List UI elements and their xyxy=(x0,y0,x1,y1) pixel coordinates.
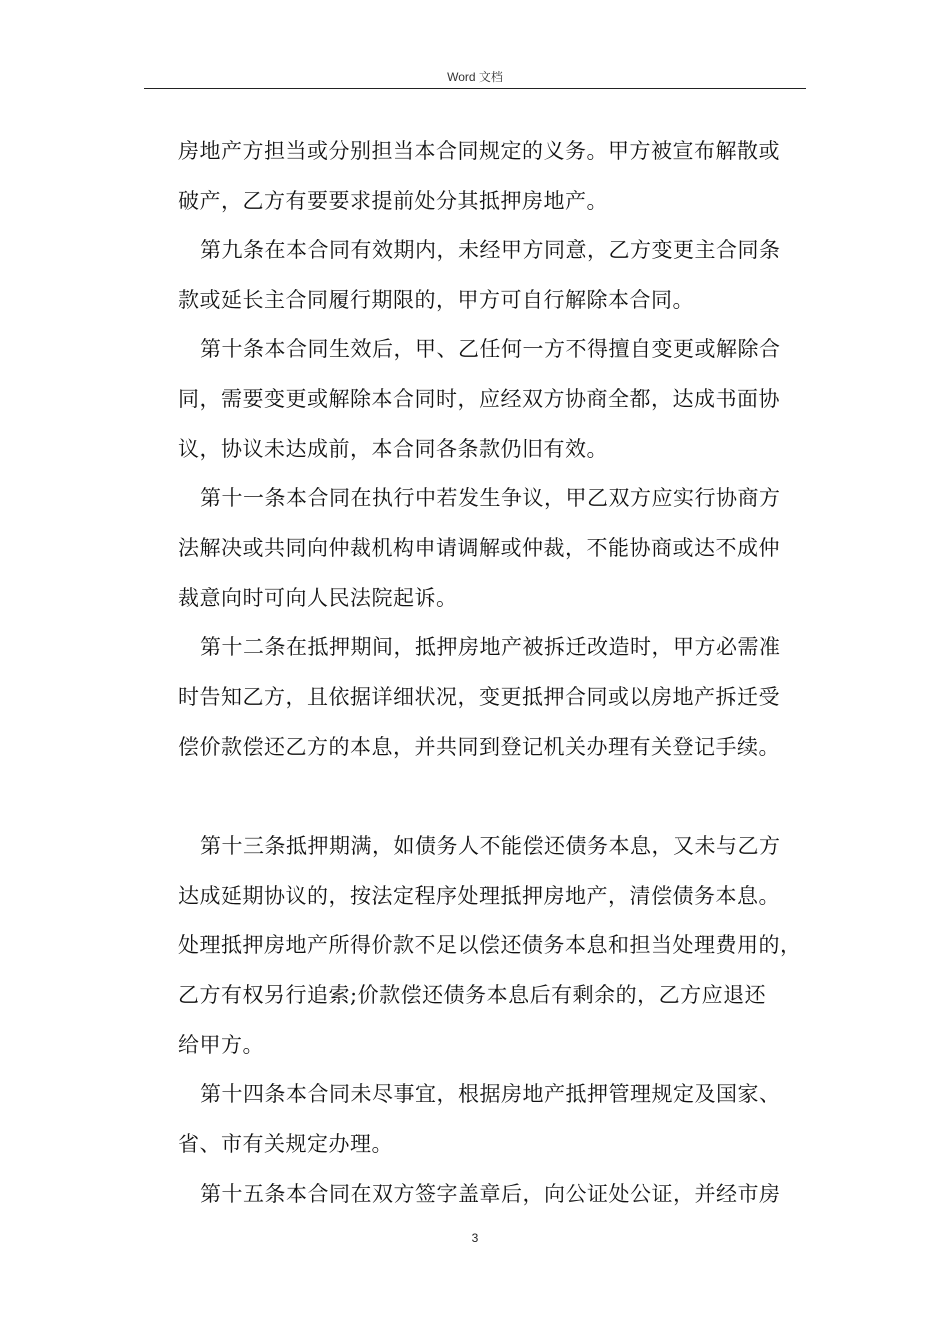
header-divider xyxy=(144,88,806,89)
text-line: 省、市有关规定办理。 xyxy=(178,1132,393,1156)
text-line: 处理抵押房地产所得价款不足以偿还债务本息和担当处理费用的， xyxy=(178,933,802,957)
text-line: 第十条本合同生效后，甲、乙任何一方不得擅自变更或解除合 xyxy=(200,337,781,361)
text-line: 款或延长主合同履行期限的，甲方可自行解除本合同。 xyxy=(178,288,694,312)
text-line: 同，需要变更或解除本合同时，应经双方协商全都，达成书面协 xyxy=(178,387,780,411)
text-line: 乙方有权另行追索;价款偿还债务本息后有剩余的，乙方应退还 xyxy=(178,983,767,1007)
text-line: 裁意向时可向人民法院起诉。 xyxy=(178,586,458,610)
text-line: 破产，乙方有要要求提前处分其抵押房地产。 xyxy=(178,189,608,213)
text-line: 第十二条在抵押期间，抵押房地产被拆迁改造时，甲方必需准 xyxy=(200,635,781,659)
text-line: 第十三条抵押期满，如债务人不能偿还债务本息，又未与乙方 xyxy=(200,834,781,858)
text-line: 第十一条本合同在执行中若发生争议，甲乙双方应实行协商方 xyxy=(200,486,781,510)
text-line: 偿价款偿还乙方的本息，并共同到登记机关办理有关登记手续。 xyxy=(178,735,780,759)
text-line: 法解决或共同向仲裁机构申请调解或仲裁，不能协商或达不成仲 xyxy=(178,536,780,560)
page-number: 3 xyxy=(471,1231,479,1245)
document-header-title: Word 文档 xyxy=(447,70,503,84)
text-line: 第九条在本合同有效期内，未经甲方同意，乙方变更主合同条 xyxy=(200,238,781,262)
text-line: 议，协议未达成前，本合同各条款仍旧有效。 xyxy=(178,437,608,461)
text-line: 房地产方担当或分别担当本合同规定的义务。甲方被宣布解散或 xyxy=(178,139,780,163)
text-line: 给甲方。 xyxy=(178,1033,264,1057)
text-line: 第十五条本合同在双方签字盖章后，向公证处公证，并经市房 xyxy=(200,1182,781,1206)
text-line: 时告知乙方，且依据详细状况，变更抵押合同或以房地产拆迁受 xyxy=(178,685,780,709)
text-line: 第十四条本合同未尽事宜，根据房地产抵押管理规定及国家、 xyxy=(200,1082,781,1106)
text-line: 达成延期协议的，按法定程序处理抵押房地产，清偿债务本息。 xyxy=(178,884,780,908)
